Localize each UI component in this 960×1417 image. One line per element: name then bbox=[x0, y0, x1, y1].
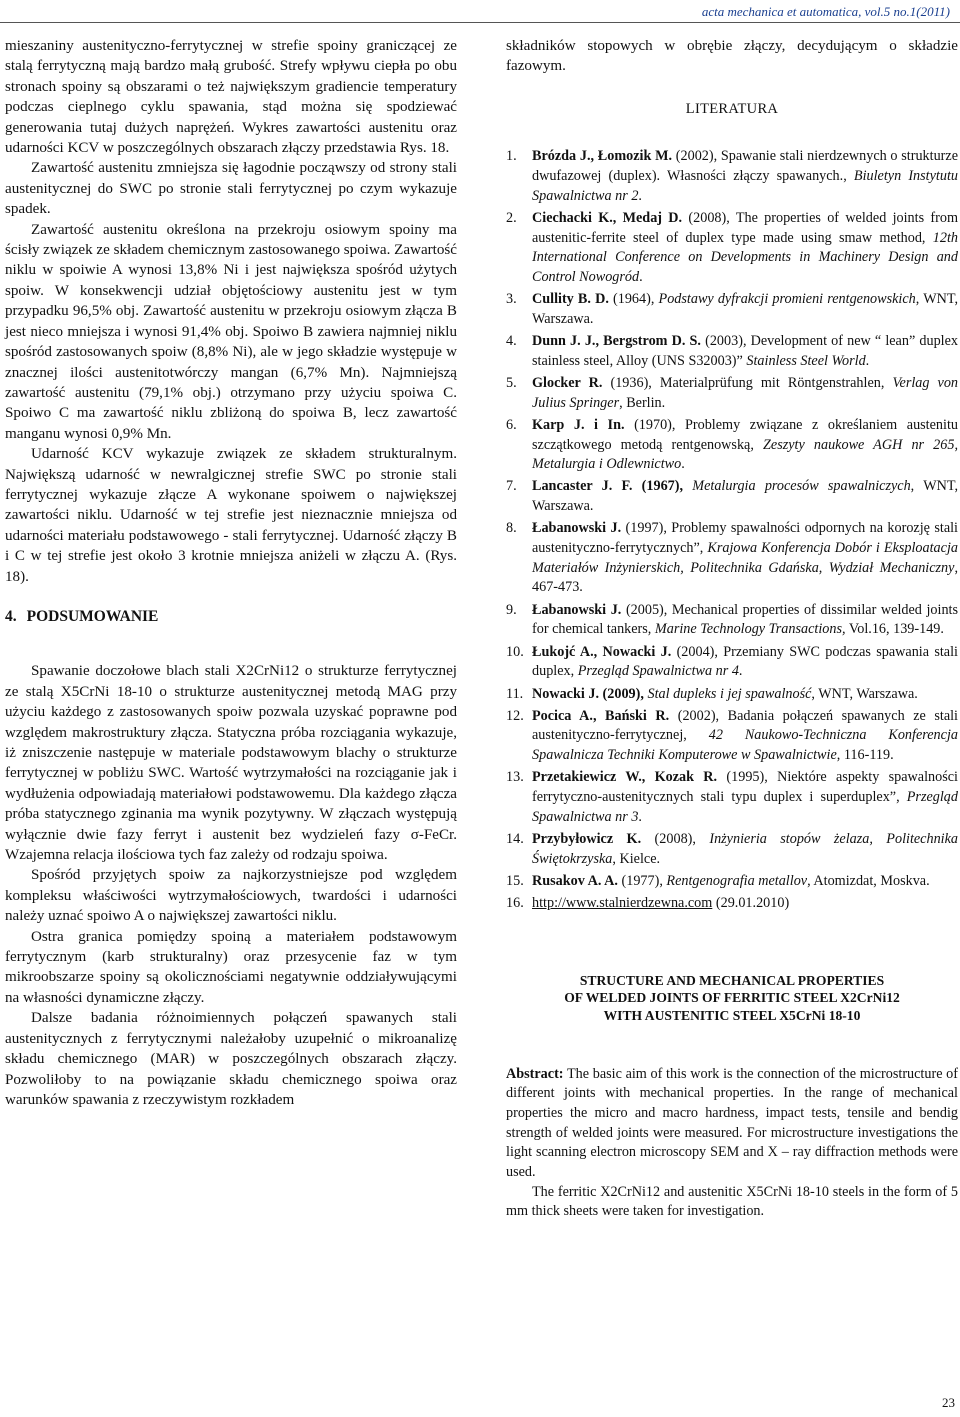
reference-item bbox=[506, 290, 958, 329]
reference-text: , Atomizdat, Moskva. bbox=[807, 872, 930, 889]
reference-source: Przegląd Spawalnictwa nr 4 bbox=[577, 663, 739, 680]
reference-text: , Berlin. bbox=[619, 394, 666, 411]
reference-authors: Glocker R. bbox=[532, 374, 603, 391]
english-title-line: WITH AUSTENITIC STEEL X5CrNi 18-10 bbox=[603, 1007, 861, 1023]
reference-item bbox=[506, 707, 958, 766]
reference-item bbox=[506, 519, 958, 598]
reference-item bbox=[506, 643, 958, 682]
reference-text bbox=[683, 478, 692, 494]
reference-number: 3. bbox=[506, 291, 517, 308]
reference-item bbox=[506, 601, 958, 640]
reference-text: (2002), Badania połączeń spawanych ze stali austenityczno-ferrytycznej, bbox=[532, 707, 958, 744]
paragraph: Zawartość austenitu określona na przekroju osiowym spoiny ma ścisły związek ze składem chemicznym zastosowanego spoiwa. Zawartość niklu w spoiwie A wynosi 13,8% Ni i jest największa spośród użytych spoiw. W konsekwencji udział objętościowy austenitu jest w tym przypadku 96,5% obj. Zawartość austenitu w przekroju osiowym złącza B jest nieco mniejsza i wynosi 91,4% obj. Spoiwo B zawiera najmniej niklu spośród zastosowanych spoiw (8,8% Ni), ale w jego składzie występuje w znacznej ilości austenitotwórczy mangan (6,7% Mn). Najmniejszą zawartość austenitu (79,1% obj.) otrzymano przy użyciu spoiwa C. Spoiwo C ma zawartość niklu zbliżoną do spoiwa B, lecz zawartość manganu wynosi 0,9% Mn. bbox=[5, 221, 457, 442]
reference-text: Vol.16, 139-149. bbox=[845, 621, 944, 638]
reference-text: (1970), Problemy związane z określaniem austenitu szczątkowego metodą rentgenowską, bbox=[532, 416, 958, 453]
reference-source: Krajowa Konferencja Dobór i Eksploatacja Materiałów Inżynierskich, Politechnika Gdańska, Wydział Mechaniczny bbox=[532, 540, 958, 576]
paragraph: składników stopowych w obrębie złączy, decydującym o składzie fazowym. bbox=[506, 38, 958, 75]
reference-source: Stal dupleks i jej spawalność bbox=[647, 685, 812, 702]
reference-number: 10. bbox=[506, 643, 524, 660]
reference-authors: Nowacki J. (2009), bbox=[532, 685, 644, 702]
reference-text: (1997), Problemy spawalności odpornych na korozję stali austenityczno-ferrytycznych”, bbox=[532, 520, 959, 557]
reference-text: , 116-119. bbox=[836, 747, 894, 764]
section-heading bbox=[5, 607, 457, 627]
reference-source: Zeszyty naukowe AGH nr 265, Metalurgia i Odlewnictwo bbox=[532, 436, 959, 473]
reference-text: . bbox=[638, 187, 642, 204]
abstract bbox=[506, 1065, 958, 1223]
paragraph: Spawanie doczołowe blach stali X2CrNi12 o strukturze ferrytycznej ze stalą X5CrNi 18-10 o strukturze austenitycznej metodą MAG przy użyciu każdego z zastosowanych spoiw pozwala uzyskać poprawne pod względem makrostruktury złącza. Statyczna próba rozciągania wykazuje, iż zniszczenie następuje w materiale podstawowym blachy o strukturze ferrytycznej w pobliżu SWC. Wartość wytrzymałości na rozciąganie jak i wydłużenia odpowiadają materiałowi podstawowemu. Dla każdego złącza próba statycznego zginania ma wynik pozytywny. W złączach występują wyłącznie dwie fazy ferryt i austenit bez wydzieleń fazy σ-FeCr. Wzajemna relacja ilościowa tych faz zależy od rodzaju spoiwa. bbox=[5, 663, 457, 864]
reference-item bbox=[506, 147, 958, 206]
header-rule bbox=[0, 22, 960, 23]
reference-authors: Ciechacki K., Medaj D. bbox=[532, 209, 683, 226]
references-heading: LITERATURA bbox=[685, 100, 779, 117]
reference-authors: Brózda J., Łomozik M. bbox=[532, 148, 673, 165]
reference-authors: Przetakiewicz W., Kozak R. bbox=[532, 769, 718, 786]
reference-item bbox=[506, 374, 958, 413]
reference-number: 9. bbox=[506, 601, 517, 618]
reference-authors: Łukojć A., Nowacki J. bbox=[532, 643, 672, 660]
reference-number: 4. bbox=[506, 333, 517, 350]
paragraph: Zawartość austenitu zmniejsza się łagodnie począwszy od strony stali austenitycznej do SWC po stronie stali ferrytycznej po czym wykazuje spadek. bbox=[5, 160, 457, 218]
reference-link[interactable]: http://www.stalnierdzewna.com bbox=[532, 895, 713, 912]
reference-source: 12th International Conference on Developments in Machinery Design and Control Nowogród bbox=[532, 229, 958, 285]
reference-number: 11. bbox=[506, 685, 524, 702]
reference-text: (2005), Mechanical properties of dissimilar welded joints for chemical tankers, bbox=[532, 601, 959, 638]
reference-text: (1964), bbox=[608, 291, 659, 308]
section-number: 4. bbox=[5, 607, 17, 625]
reference-item bbox=[506, 894, 958, 914]
paragraph: Dalsze badania różnoimiennych połączeń spawanych stali austenitycznych z ferrytycznymi należałoby uzupełnić o mikroanalizę składu chemicznego (MAR) w poszczególnych obszarach złączy. Pozwoliłoby to na powiązanie składu chemicznego spoiwa oraz warunków spawania z rzeczywistym rozkładem bbox=[5, 1010, 457, 1108]
reference-source: Podstawy dyfrakcji promieni rentgenowskich bbox=[658, 291, 916, 308]
abstract-paragraph bbox=[506, 1065, 958, 1183]
reference-authors: Karp J. i In. bbox=[532, 416, 625, 433]
reference-item bbox=[506, 685, 958, 705]
reference-number: 15. bbox=[506, 872, 524, 889]
section-title: PODSUMOWANIE bbox=[26, 607, 159, 625]
reference-text: . bbox=[681, 456, 685, 473]
reference-source: Rentgenografia metallov bbox=[666, 872, 808, 889]
reference-text: , 467-473. bbox=[532, 559, 958, 596]
right-column bbox=[506, 36, 958, 1222]
references-list bbox=[506, 147, 958, 914]
english-title bbox=[506, 972, 958, 1025]
paragraph: Spośród przyjętych spoiw za najkorzystniejsze pod względem kompleksu właściwości wytrzymałościowych, twardości i udarności należy uznać spoiwo A o największej zawartości niklu. bbox=[5, 867, 457, 925]
reference-item bbox=[506, 477, 958, 516]
reference-number: 12. bbox=[506, 707, 524, 724]
reference-number: 2. bbox=[506, 209, 517, 226]
reference-item bbox=[506, 830, 958, 869]
reference-authors: Rusakov A. A. bbox=[532, 872, 618, 889]
reference-text: , Kielce. bbox=[612, 850, 661, 867]
paragraph: Ostra granica pomiędzy spoiną a materiałem podstawowym ferrytycznym (karb strukturalny) oraz przesycenie faz w tym mikroobszarze spoiny są okolicznościami negatywnie oddziaływującymi na własności dynamiczne złączy. bbox=[5, 928, 457, 1006]
english-title-line: STRUCTURE AND MECHANICAL PROPERTIES bbox=[579, 972, 885, 988]
reference-text: , WNT, Warszawa. bbox=[532, 478, 958, 515]
reference-source: Marine Technology Transactions, bbox=[654, 621, 846, 638]
reference-text: (1995), Niektóre aspekty spawalności ferrytyczno-austenitycznych stali typu duplex i superduplex”, bbox=[532, 769, 958, 806]
reference-number: 7. bbox=[506, 478, 517, 495]
reference-text: (2003), Development of new “ lean” duplex stainless steel, Alloy (UNS S32003)” bbox=[532, 333, 958, 369]
reference-source: Verlag von Julius Springer bbox=[532, 374, 959, 411]
abstract-label: Abstract: bbox=[506, 1065, 564, 1082]
reference-number: 13. bbox=[506, 769, 524, 786]
reference-text: (2008), The properties of welded joints from austenitic-ferrite steel of duplex type made using smaw method, bbox=[532, 209, 958, 246]
reference-source: Przegląd Spawalnictwa nr 3 bbox=[532, 789, 958, 825]
reference-text: (2004), Przemiany SWC podczas spawania stali duplex, bbox=[532, 643, 958, 680]
reference-text: (2002), Spawanie stali nierdzewnych o strukturze dwufazowej (duplex). Własności złączy spawanych., bbox=[532, 148, 958, 184]
reference-text: (29.01.2010) bbox=[712, 895, 790, 912]
reference-authors: Cullity B. D. bbox=[532, 291, 609, 308]
reference-text: (1977), bbox=[617, 872, 667, 889]
reference-source: Stainless Steel World bbox=[746, 352, 866, 369]
reference-authors: Dunn J. J., Bergstrom D. S. bbox=[532, 333, 701, 350]
paragraph: mieszaniny austenityczno-ferrytycznej w strefie spoiny graniczącej ze stalą ferrytyczną mają bardzo małą grubość. Strefy wpływu ciepła po obu stronach spoiny są obszarami o też największym gradiencie temperatury podczas cieplnego cyklu spawania, stąd można się spodziewać generowania tutaj dużych naprężeń. Wykres zawartości austenitu oraz udarności KCV w poszczególnych obszarach złączy przedstawia Rys. 18. bbox=[5, 38, 457, 157]
reference-item bbox=[506, 332, 958, 371]
reference-text: , WNT, Warszawa. bbox=[811, 685, 918, 702]
reference-source: Inżynieria stopów żelaza, Politechnika Świętokrzyska bbox=[532, 830, 959, 867]
reference-text: . bbox=[865, 352, 870, 369]
reference-source: 42 Naukowo-Techniczna Konferencja Spawalnicza Techniki Komputerowe w Spawalnictwie bbox=[532, 727, 958, 764]
reference-item bbox=[506, 416, 958, 475]
reference-source: Biuletyn Instytutu Spawalnictwa nr 2 bbox=[532, 167, 958, 204]
left-column bbox=[5, 36, 457, 1110]
reference-number: 16. bbox=[506, 895, 524, 912]
reference-authors: Łabanowski J. bbox=[532, 520, 622, 537]
reference-number: 1. bbox=[506, 148, 517, 165]
reference-authors: Łabanowski J. bbox=[532, 601, 622, 618]
reference-text: . bbox=[639, 268, 643, 285]
abstract-text: The basic aim of this work is the connection of the microstructure of different joints with mechanical properties. In the range of mechanical properties the micro and macro hardness, impact tests, tensile and bendig strength of welded joints were measured. For microstructure investigations the light scanning electron microscopy SEM and X – ray diffraction methods were used. bbox=[506, 1065, 958, 1181]
reference-text: . bbox=[738, 663, 743, 680]
reference-text: . bbox=[638, 808, 642, 825]
reference-text: (2008), bbox=[641, 830, 710, 847]
reference-text: , WNT, Warszawa. bbox=[532, 291, 958, 327]
reference-item bbox=[506, 768, 958, 827]
reference-item bbox=[506, 209, 958, 288]
reference-source: Metalurgia procesów spawalniczych bbox=[692, 478, 911, 495]
reference-item bbox=[506, 872, 958, 892]
abstract-paragraph: The ferritic X2CrNi12 and austenitic X5CrNi 18-10 steels in the form of 5 mm thick sheets were taken for investigation. bbox=[506, 1183, 958, 1220]
reference-text: (1936), Materialprüfung mit Röntgenstrahlen, bbox=[602, 374, 893, 391]
reference-authors: Przybyłowicz K. bbox=[532, 830, 642, 847]
english-title-line: OF WELDED JOINTS OF FERRITIC STEEL X2CrNi12 bbox=[564, 990, 900, 1006]
paragraph: Udarność KCV wykazuje związek ze składem strukturalnym. Największą udarność w newralgicznej strefie SWC po stronie stali ferrytycznej wykazuje złącze A wykonane spoiwem o największej zawartości niklu. Udarność w tej strefie jest nieznacznie mniejsza od udarności materiału podstawowego - stali ferrytycznej. Udarność złączy B i C w tej strefie jest około 3 krotnie mniejsza aniżeli w złączu A. (Rys. 18). bbox=[5, 446, 457, 585]
reference-number: 5. bbox=[506, 374, 517, 391]
reference-number: 14. bbox=[506, 830, 524, 847]
page-number: 23 bbox=[942, 1395, 955, 1410]
running-head: acta mechanica et automatica, vol.5 no.1(2011) bbox=[701, 4, 950, 19]
reference-authors: Pocica A., Bański R. bbox=[532, 707, 670, 724]
reference-authors: Lancaster J. F. (1967), bbox=[532, 478, 684, 495]
reference-number: 6. bbox=[506, 416, 517, 433]
reference-number: 8. bbox=[506, 520, 517, 537]
